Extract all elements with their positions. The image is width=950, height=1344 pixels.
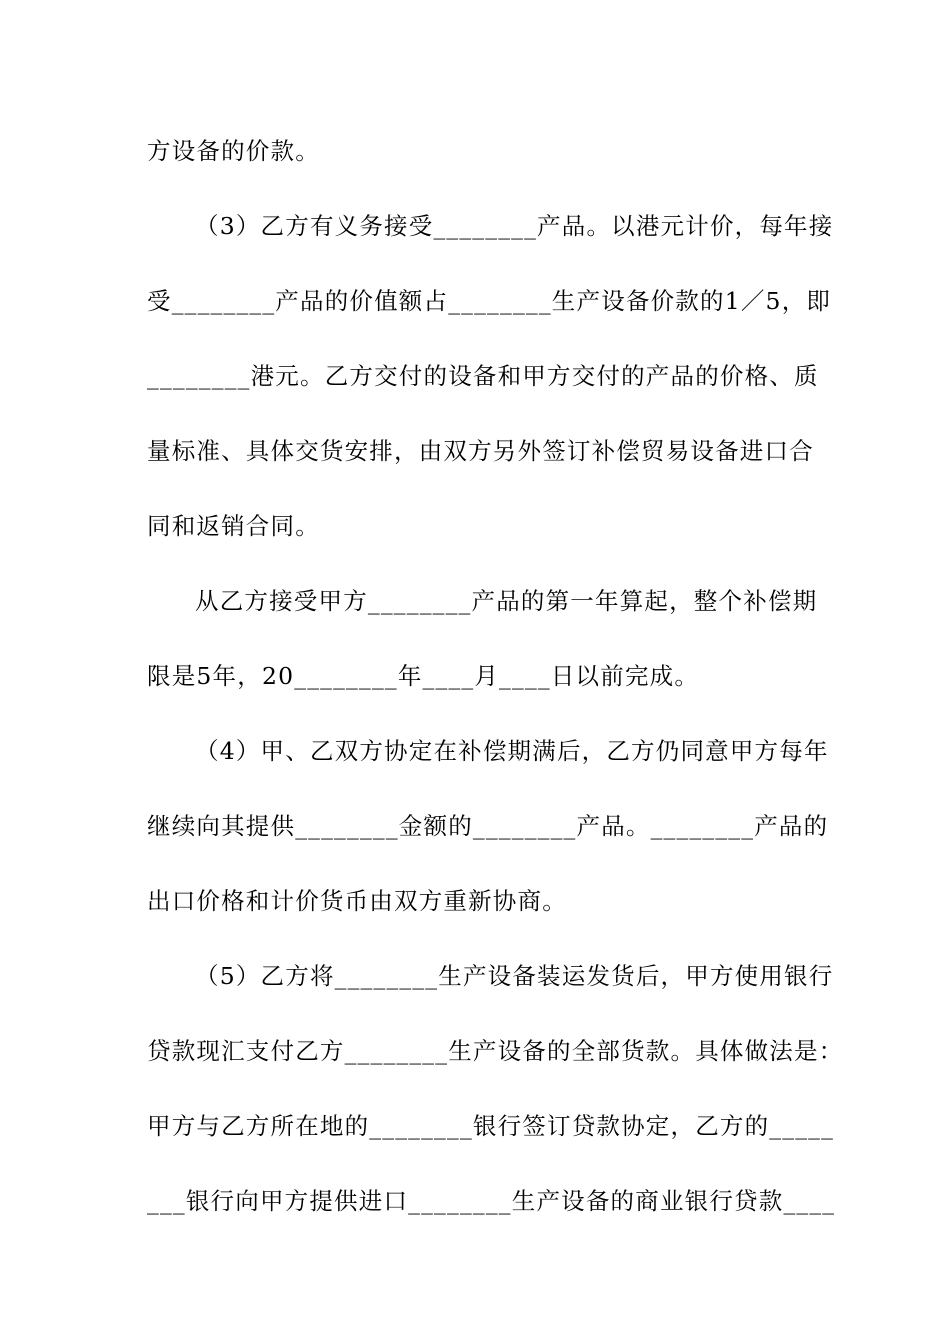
text-line: 继续向其提供________金额的________产品。________产品的 (147, 812, 829, 840)
text-line: 限是5年，20________年____月____日以前完成。 (147, 662, 700, 690)
text-line: 方设备的价款。 (147, 137, 320, 165)
text-line: 甲方与乙方所在地的________银行签订贷款协定，乙方的_____ (147, 1112, 835, 1140)
text-line: 贷款现汇支付乙方________生产设备的全部货款。具体做法是： (147, 1037, 844, 1065)
clause-4-line: （4）甲、乙双方协定在补偿期满后，乙方仍同意甲方每年 (195, 737, 829, 765)
clause-3-line: （3）乙方有义务接受________产品。以港元计价，每年接 (195, 212, 834, 240)
paragraph-start-line: 从乙方接受甲方________产品的第一年算起，整个补偿期 (195, 587, 818, 615)
text-line: 量标准、具体交货安排，由双方另外签订补偿贸易设备进口合 (147, 437, 814, 465)
text-line: 出口价格和计价货币由双方重新协商。 (147, 887, 567, 915)
text-line: 受________产品的价值额占________生产设备价款的1／5，即 (147, 287, 832, 315)
text-line: ___银行向甲方提供进口________生产设备的商业银行贷款____ (147, 1187, 836, 1215)
text-line: 同和返销合同。 (147, 512, 320, 540)
clause-5-line: （5）乙方将________生产设备装运发货后，甲方使用银行 (195, 962, 834, 990)
text-line: ________港元。乙方交付的设备和甲方交付的产品的价格、质 (147, 362, 819, 390)
